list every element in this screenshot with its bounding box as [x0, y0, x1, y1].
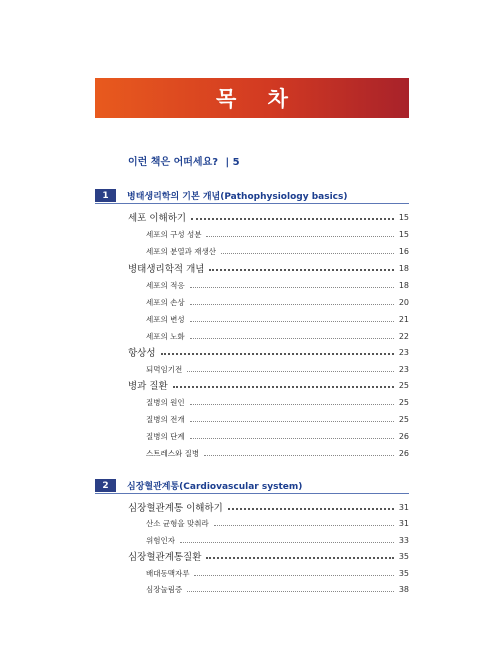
page-number: 35: [398, 551, 409, 561]
section-label: 심장혈관계통 이해하기: [128, 503, 223, 514]
subsection-label: 되먹임기전: [146, 364, 183, 374]
section-label: 병과 질환: [128, 381, 168, 392]
dot-leader: [190, 421, 394, 422]
toc-subsection[interactable]: [146, 296, 409, 308]
toc-subsection[interactable]: [146, 517, 409, 529]
page-number: 35: [398, 568, 409, 578]
subsection-label: 산소 균형을 맞춰라: [146, 518, 209, 528]
dot-leader: [209, 269, 393, 271]
dot-leader: [161, 353, 394, 355]
page-number: 15: [398, 229, 409, 239]
chapter-header[interactable]: [95, 188, 409, 204]
page-number: 31: [398, 518, 409, 528]
section-label: 심장혈관계통질환: [128, 552, 202, 563]
toc-subsection[interactable]: [146, 413, 409, 425]
dot-leader: [173, 386, 394, 388]
toc-section[interactable]: [128, 262, 409, 274]
page-number: 20: [398, 297, 409, 307]
page-number: 25: [398, 397, 409, 407]
subsection-label: 세포의 손상: [146, 297, 185, 307]
chapter-title: 심장혈관계통(Cardiovascular system): [127, 482, 303, 492]
page-number: 26: [398, 431, 409, 441]
dot-leader: [221, 253, 394, 254]
subsection-label: 세포의 분열과 재생산: [146, 246, 216, 256]
page-number: 38: [398, 584, 409, 594]
subsection-label: 배대동맥자루: [146, 568, 190, 578]
page-number: 18: [398, 263, 409, 273]
page-number: 16: [398, 246, 409, 256]
toc-subsection[interactable]: [146, 330, 409, 342]
page-number: 26: [398, 448, 409, 458]
toc-subsection[interactable]: [146, 447, 409, 459]
toc-title: 목 차: [216, 87, 300, 111]
page-number: 18: [398, 280, 409, 290]
intro-label: 이런 책은 어떠세요?: [128, 157, 219, 168]
subsection-label: 위험인자: [146, 535, 175, 545]
toc-section[interactable]: [128, 211, 409, 223]
dot-leader: [190, 304, 394, 305]
subsection-label: 심장눌림증: [146, 584, 183, 594]
toc-section[interactable]: [128, 501, 409, 513]
toc-subsection[interactable]: [146, 396, 409, 408]
toc-subsection[interactable]: [146, 313, 409, 325]
chapter-header[interactable]: [95, 478, 409, 494]
intro-line[interactable]: [128, 153, 240, 168]
page-number: 22: [398, 331, 409, 341]
chapter-number: 1: [95, 189, 116, 202]
subsection-label: 세포의 적응: [146, 280, 185, 290]
toc-subsection[interactable]: [146, 279, 409, 291]
page-number: 25: [398, 380, 409, 390]
toc-subsection[interactable]: [146, 228, 409, 240]
toc-title-band: [95, 78, 409, 118]
dot-leader: [190, 338, 394, 339]
dot-leader: [190, 287, 394, 288]
chapter-number: 2: [95, 479, 116, 492]
dot-leader: [206, 557, 393, 559]
page-number: 15: [398, 212, 409, 222]
subsection-label: 질병의 원인: [146, 397, 185, 407]
toc-subsection[interactable]: [146, 430, 409, 442]
toc-subsection[interactable]: [146, 363, 409, 375]
dot-leader: [228, 508, 394, 510]
dot-leader: [187, 371, 394, 372]
dot-leader: [191, 218, 394, 220]
dot-leader: [206, 236, 393, 237]
subsection-label: 세포의 구성 성분: [146, 229, 202, 239]
page-number: 33: [398, 535, 409, 545]
dot-leader: [190, 321, 394, 322]
toc-section[interactable]: [128, 346, 409, 358]
toc-section[interactable]: [128, 550, 409, 562]
dot-leader: [180, 542, 394, 543]
subsection-label: 질병의 전개: [146, 414, 185, 424]
toc-subsection[interactable]: [146, 534, 409, 546]
page-number: 23: [398, 364, 409, 374]
page-number: 23: [398, 347, 409, 357]
page-number: 21: [398, 314, 409, 324]
toc-subsection[interactable]: [146, 583, 409, 595]
dot-leader: [190, 404, 394, 405]
subsection-label: 스트레스와 질병: [146, 448, 200, 458]
dot-leader: [187, 591, 394, 592]
section-label: 항상성: [128, 348, 156, 359]
section-label: 병태생리학적 개념: [128, 264, 205, 275]
page-number: 25: [398, 414, 409, 424]
intro-page: | 5: [225, 157, 240, 168]
toc-section[interactable]: [128, 379, 409, 391]
subsection-label: 세포의 변성: [146, 314, 185, 324]
toc-subsection[interactable]: [146, 567, 409, 579]
subsection-label: 세포의 노화: [146, 331, 185, 341]
subsection-label: 질병의 단계: [146, 431, 185, 441]
page-number: 31: [398, 502, 409, 512]
dot-leader: [190, 438, 394, 439]
chapter-title: 병태생리학의 기본 개념(Pathophysiology basics): [127, 192, 348, 202]
section-label: 세포 이해하기: [128, 213, 187, 224]
dot-leader: [194, 575, 393, 576]
dot-leader: [204, 455, 394, 456]
dot-leader: [214, 525, 394, 526]
toc-subsection[interactable]: [146, 245, 409, 257]
